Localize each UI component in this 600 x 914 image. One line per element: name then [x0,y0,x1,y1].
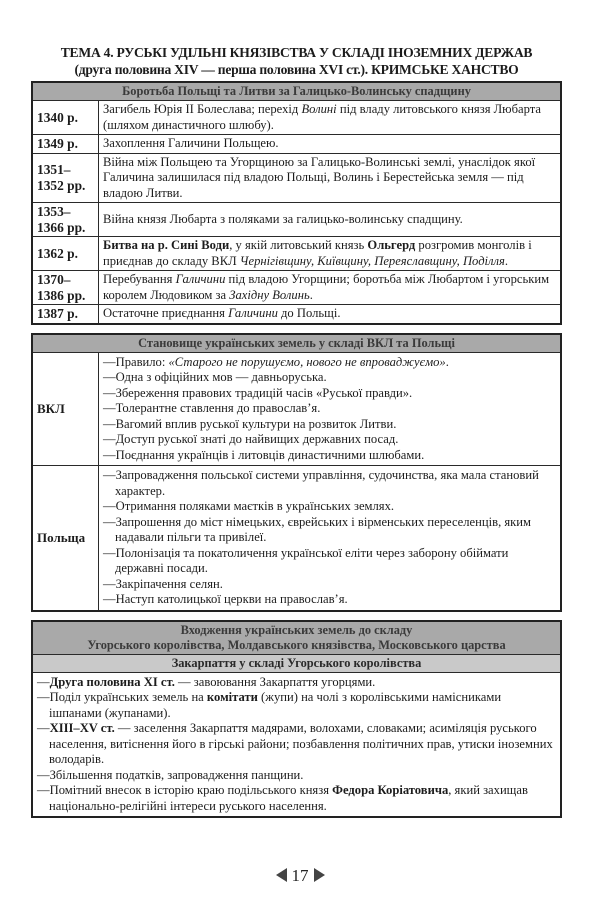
list-item: —XIII–XV ст. — заселення Закарпаття мадярами, волохами, словаками; асиміляція руського населення, витіснення його в гірські райони; позбавлення політичних прав, утиски іноземних володарів. [37,721,553,766]
list-item: —Наступ католицької церкви на православ’я. [103,592,348,606]
struggle-table-header: Боротьба Польщі та Литви за Галицько-Волинську спадщину [32,82,561,101]
state-features [99,466,562,611]
list-item: —Толерантне ставлення до православ’я. [103,401,321,415]
header-line-2: Угорського королівства, Молдавського князівства, Московського царства [87,637,506,652]
textbook-page [31,0,562,818]
table-row [32,271,561,305]
list-item: —Отримання поляками маєтків в українських землях. [103,499,395,513]
table-row [32,203,561,237]
page-title [31,44,562,78]
list-item: —Збереження правових традицій часів «Руської правди». [103,385,413,400]
list-item: —Полонізація та покатоличення української еліти через заборону обіймати державні посади. [103,545,509,575]
table-row [32,135,561,154]
list-item: —Вагомий вплив руської культури на розвиток Литви. [103,416,397,431]
header-line-1: Входження українських земель до складу [180,622,413,637]
event-description: Війна князя Любарта з поляками за галицько-волинську спадщину. [99,203,562,237]
event-date: 1362 р. [32,237,99,271]
list-item: —Запровадження польської системи управління, судочинства, яка мала становий характер. [103,468,539,498]
table-row [32,305,561,324]
event-description: Перебування Галичини під владою Угорщини; боротьба між Любартом і угорським королем Людовиком за Західну Волинь. [99,271,562,305]
event-date: 1387 р. [32,305,99,324]
event-description: Загибель Юрія II Болеслава; перехід Волині під владу литовського князя Любарта (шляхом династичного шлюбу). [99,101,562,135]
triangle-left-icon [276,868,287,882]
status-table [31,333,562,612]
table-row [32,237,561,271]
status-table-header: Становище українських земель у складі ВКЛ та Польщі [32,334,561,353]
transcarpathia-subheader: Закарпаття у складі Угорського королівства [32,654,561,672]
status-table-body [32,352,561,611]
event-date: 1353– 1366 рр. [32,203,99,237]
event-date: 1370– 1386 рр. [32,271,99,305]
transcarpathia-list [32,672,561,817]
list-item: —Поєднання українців і литовців династичними шлюбами. [103,447,425,462]
table-row [32,466,561,611]
list-item: —Доступ руської знаті до найвищих державних посад. [103,432,399,446]
table-row [32,153,561,203]
event-description: Остаточне приєднання Галичини до Польщі. [99,305,562,324]
state-label: Польща [32,466,99,611]
list-item: —Правило: «Старого не порушуємо, нового не впроваджуємо». [103,354,449,369]
struggle-table [31,81,562,325]
table-row [32,352,561,466]
title-line-2: (друга половина XIV — перша половина XVI ст.). КРИМСЬКЕ ХАНСТВО [74,62,519,77]
event-date: 1351– 1352 рр. [32,153,99,203]
list-item: —Одна з офіційних мов — давньоруська. [103,370,327,384]
list-item: —Помітний внесок в історію краю подільського князя Федора Коріатовича, який захищав національно-релігійні інтереси руського населення. [37,783,528,813]
page-number: 17 [291,866,309,885]
table-row [32,101,561,135]
list-item: —Запрошення до міст німецьких, єврейських і вірменських переселенців, яким надавали пільги та привілеї. [103,514,531,544]
page-footer [0,866,600,886]
struggle-table-body [32,101,561,324]
list-item: —Друга половина XI ст. — завоювання Закарпаття угорцями. [37,674,376,689]
event-date: 1349 р. [32,135,99,154]
list-item: —Закріпачення селян. [103,576,223,591]
event-description: Війна між Польщею та Угорщиною за Галицько-Волинські землі, унаслідок якої Галичина залишилася під владою Польщі, Волинь і Берестейська земля — під владою Литви. [99,153,562,203]
state-features [99,352,562,466]
event-description: Битва на р. Сині Води, у якій литовський князь Ольгерд розгромив монголів і приєднав до складу ВКЛ Чернігівщину, Київщину, Переяславщину, Поділля. [99,237,562,271]
event-description: Захоплення Галичини Польщею. [99,135,562,154]
event-date: 1340 р. [32,101,99,135]
list-item: —Поділ українських земель на комітати (жупи) на чолі з королівськими намісниками ішпанами (жупанами). [37,690,502,720]
list-item: —Збільшення податків, запровадження панщини. [37,767,304,782]
state-label: ВКЛ [32,352,99,466]
triangle-right-icon [314,868,325,882]
incorporation-table [31,620,562,819]
title-line-1: ТЕМА 4. РУСЬКІ УДІЛЬНІ КНЯЗІВСТВА У СКЛАДІ ІНОЗЕМНИХ ДЕРЖАВ [60,45,533,60]
incorporation-table-header [32,621,561,655]
